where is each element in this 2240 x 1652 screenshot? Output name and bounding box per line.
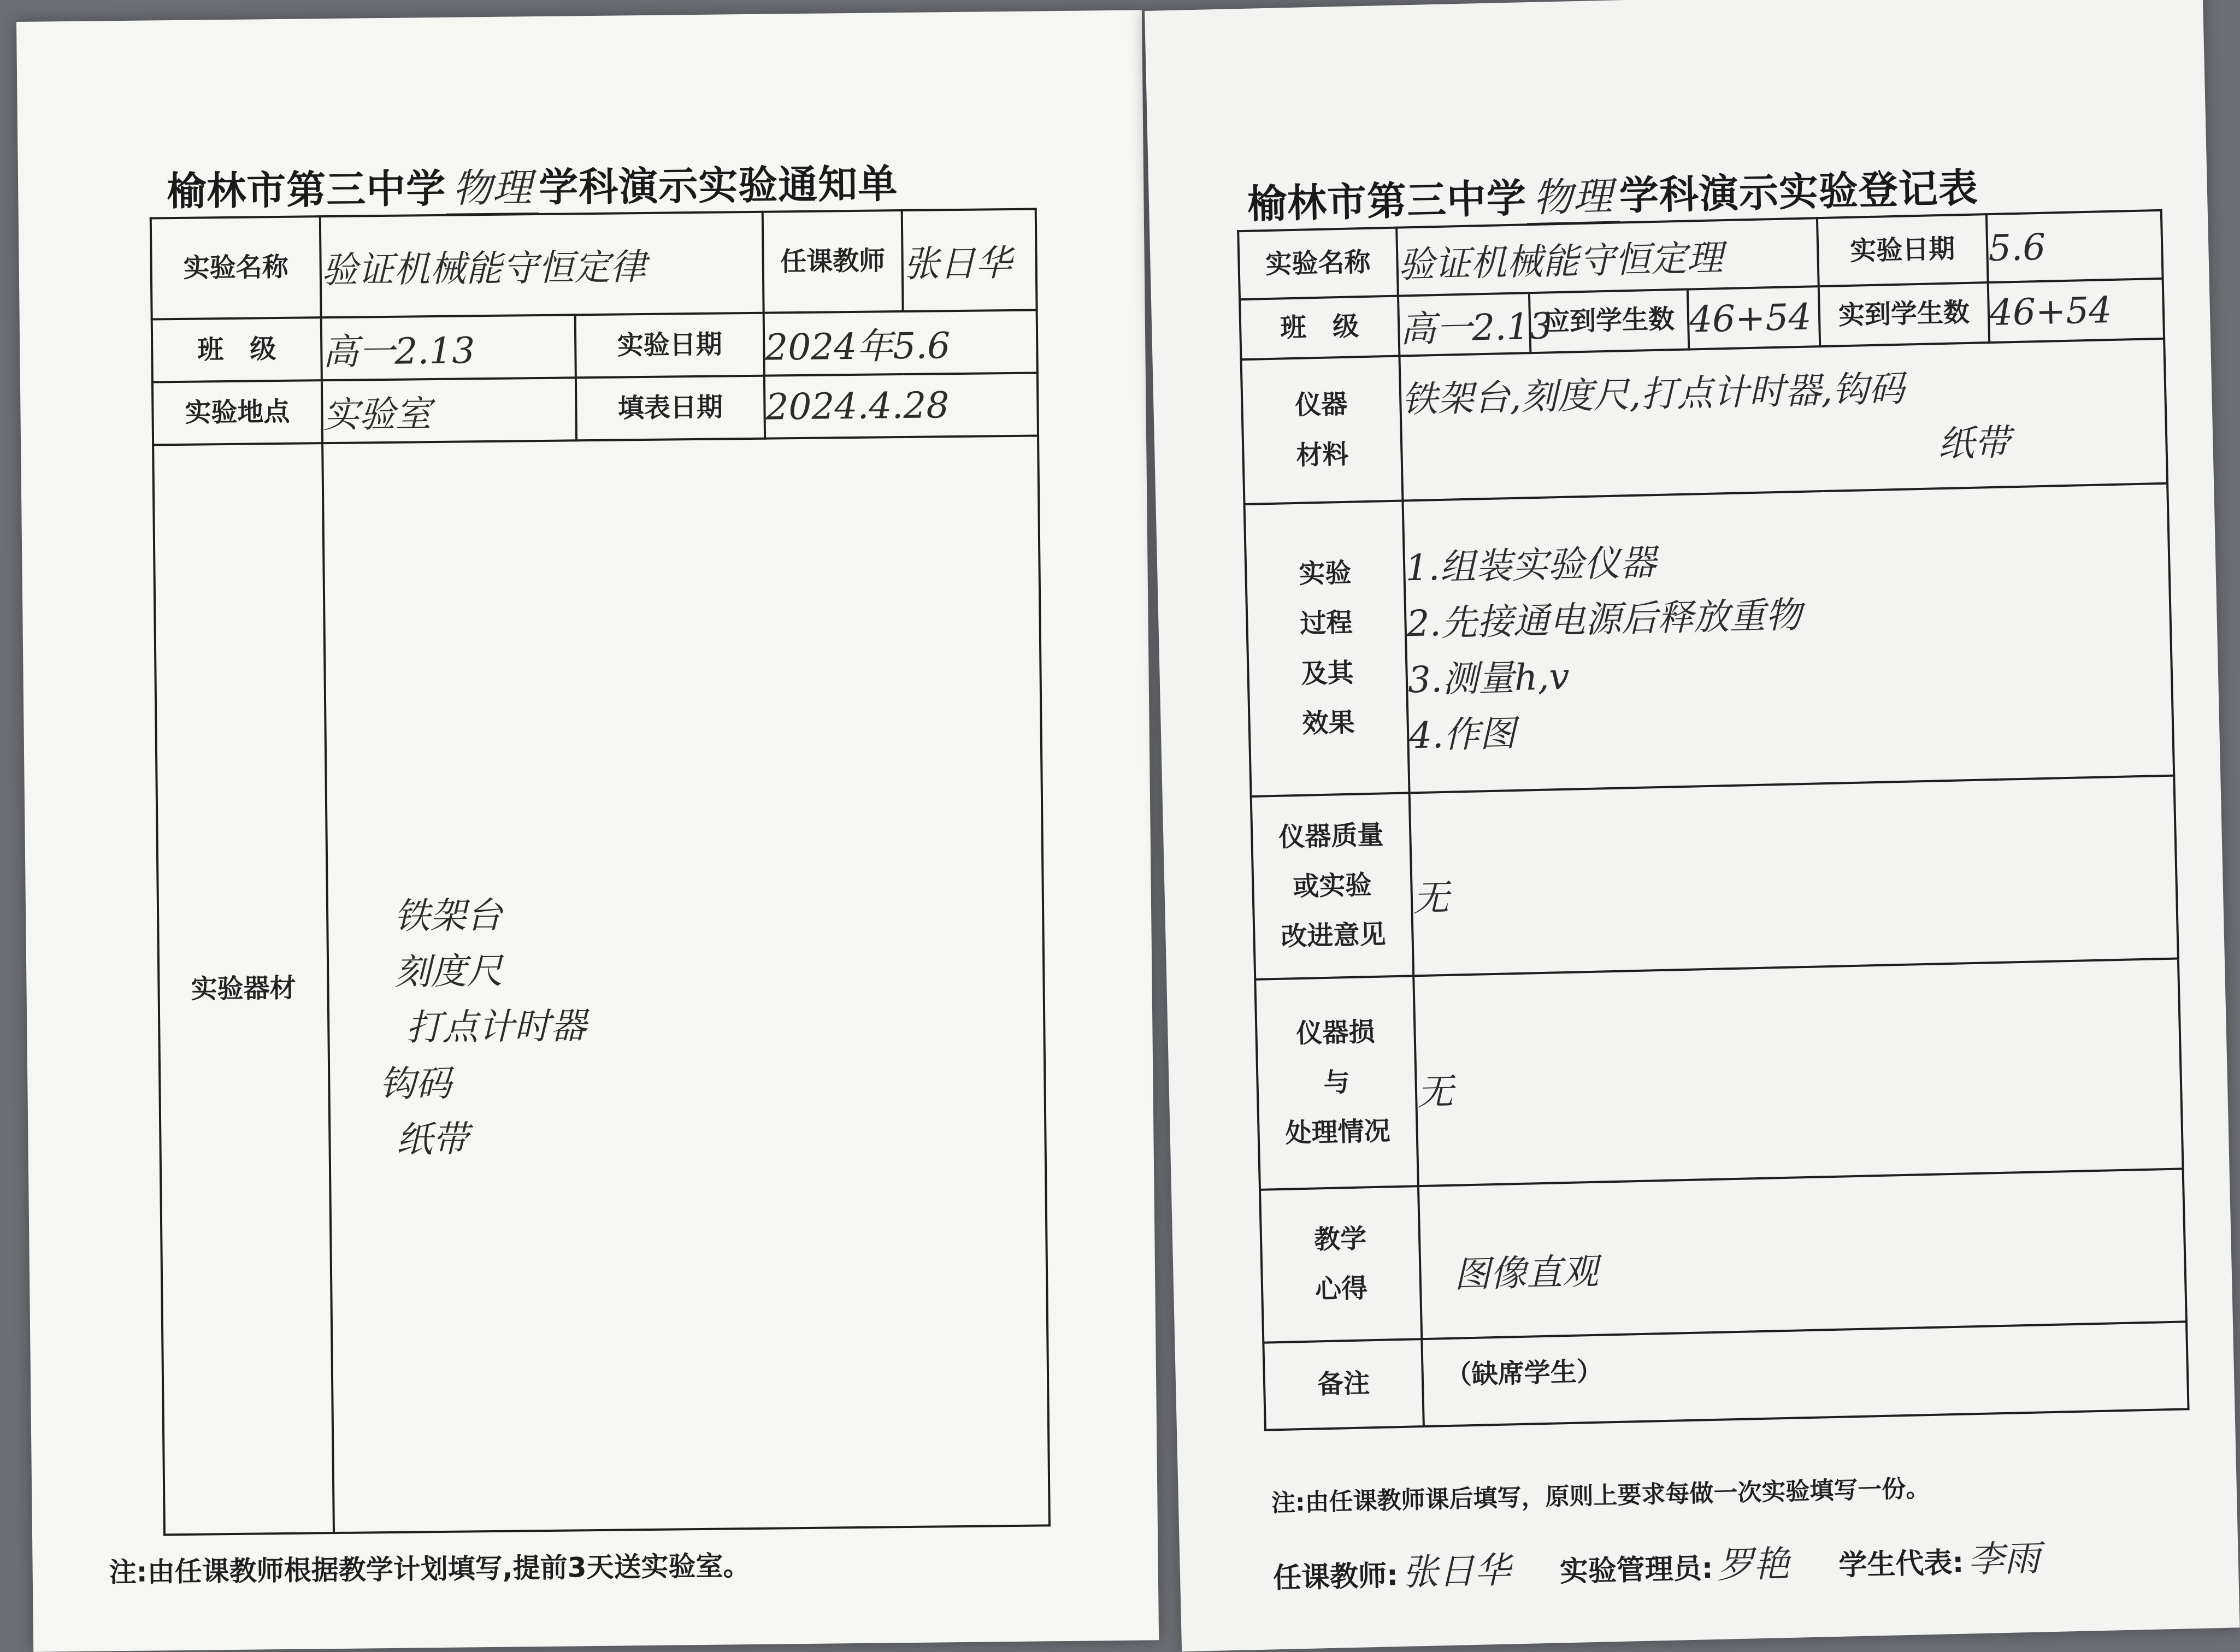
- reg-class-label: 班 级: [1240, 296, 1399, 360]
- expected-students-value: 46+54: [1688, 286, 1820, 349]
- process-label: 实验 过程 及其 效果: [1245, 501, 1410, 796]
- notice-row-name: [151, 209, 1037, 319]
- register-row-reflection: [1260, 1169, 2186, 1342]
- process-step: 2.先接通电源后释放重物: [1406, 594, 1802, 645]
- process-value: [1402, 483, 2174, 793]
- expected-students-label: 应到学生数: [1529, 290, 1689, 353]
- actual-students-label: 实到学生数: [1819, 282, 1989, 346]
- register-row-quality: [1251, 776, 2178, 980]
- register-footnote: 注:由任课教师课后填写，原则上要求每做一次实验填写一份。: [1271, 1474, 1930, 1518]
- register-row-instruments: [1241, 339, 2168, 504]
- register-row-damage: [1255, 959, 2183, 1190]
- notice-title-suffix: 学科演示实验通知单: [538, 161, 898, 211]
- teacher-signature: 张日华: [1401, 1549, 1511, 1594]
- experiment-name-value: 验证机械能守恒定律: [320, 212, 764, 317]
- reflection-label: 教学 心得: [1260, 1186, 1422, 1343]
- manager-signature-label: 实验管理员:: [1559, 1552, 1714, 1589]
- instruments-value: 铁架台,刻度尺,打点计时器,钩码 纸带: [1399, 339, 2167, 501]
- experiment-name-label: 实验名称: [151, 216, 321, 319]
- class-value: 高一2.13: [321, 315, 576, 380]
- reg-experiment-name-label: 实验名称: [1238, 228, 1398, 300]
- register-title-prefix: 榆林市第三中学: [1247, 175, 1527, 227]
- fill-date-value: 2024.4.28: [764, 373, 1038, 438]
- register-subject: 物理: [1526, 164, 1620, 225]
- teacher-value: 张日华: [902, 209, 1037, 311]
- notice-row-materials: [153, 435, 1050, 1535]
- reflection-value: 图像直观: [1418, 1169, 2186, 1339]
- reg-class-value: 高一2.13: [1398, 293, 1530, 356]
- material-item: 铁架台: [393, 894, 503, 937]
- register-row-process: [1245, 483, 2174, 796]
- notice-sheet: [16, 10, 1159, 1651]
- reg-experiment-date-value: 5.6: [1986, 210, 2163, 282]
- register-title-suffix: 学科演示实验登记表: [1618, 164, 1979, 219]
- reg-experiment-name-value: 验证机械能守恒定理: [1396, 218, 1819, 296]
- material-item: 纸带: [396, 1118, 469, 1161]
- teacher-signature-label: 任课教师:: [1272, 1559, 1399, 1595]
- remarks-value: （缺席学生）: [1422, 1321, 2188, 1426]
- reg-experiment-date-label: 实验日期: [1817, 214, 1988, 286]
- manager-signature: 罗艳: [1717, 1542, 1790, 1586]
- notice-subject: 物理: [446, 156, 539, 216]
- register-sheet: [1145, 0, 2240, 1651]
- material-item: 钩码: [379, 1062, 452, 1105]
- damage-label: 仪器损 与 处理情况: [1255, 976, 1418, 1189]
- process-step: 4.作图: [1408, 712, 1517, 757]
- experiment-date-label: 实验日期: [575, 313, 764, 378]
- remarks-label: 备注: [1263, 1339, 1424, 1430]
- notice-title: [167, 152, 898, 219]
- signature-row: [1272, 1529, 2045, 1598]
- class-label: 班 级: [152, 317, 322, 382]
- location-label: 实验地点: [152, 380, 322, 445]
- material-item: 刻度尺: [394, 949, 503, 993]
- process-step: 1.组装实验仪器: [1405, 541, 1657, 589]
- notice-table: [150, 208, 1051, 1536]
- damage-value: 无: [1413, 959, 2183, 1187]
- student-signature: 李雨: [1967, 1537, 2041, 1581]
- fill-date-label: 填表日期: [576, 376, 765, 441]
- location-value: 实验室: [322, 377, 576, 443]
- notice-footnote: 注:由任课教师根据教学计划填写,提前3天送实验室。: [109, 1550, 751, 1589]
- materials-label: 实验器材: [153, 443, 334, 1535]
- materials-list: [322, 435, 1050, 1533]
- notice-row-class: [152, 310, 1038, 382]
- quality-label: 仪器质量 或实验 改进意见: [1251, 793, 1414, 979]
- actual-students-value: 46+54: [1988, 279, 2164, 343]
- notice-row-location: [152, 373, 1038, 445]
- material-item: 打点计时器: [405, 1005, 587, 1049]
- student-signature-label: 学生代表:: [1838, 1546, 1964, 1582]
- register-table: [1237, 209, 2189, 1431]
- instruments-label: 仪器 材料: [1241, 356, 1403, 505]
- teacher-label: 任课教师: [763, 210, 903, 313]
- process-step: 3.测量h,v: [1407, 655, 1570, 701]
- experiment-date-value: 2024年5.6: [764, 310, 1038, 375]
- quality-value: 无: [1410, 776, 2178, 976]
- notice-title-prefix: 榆林市第三中学: [166, 165, 446, 215]
